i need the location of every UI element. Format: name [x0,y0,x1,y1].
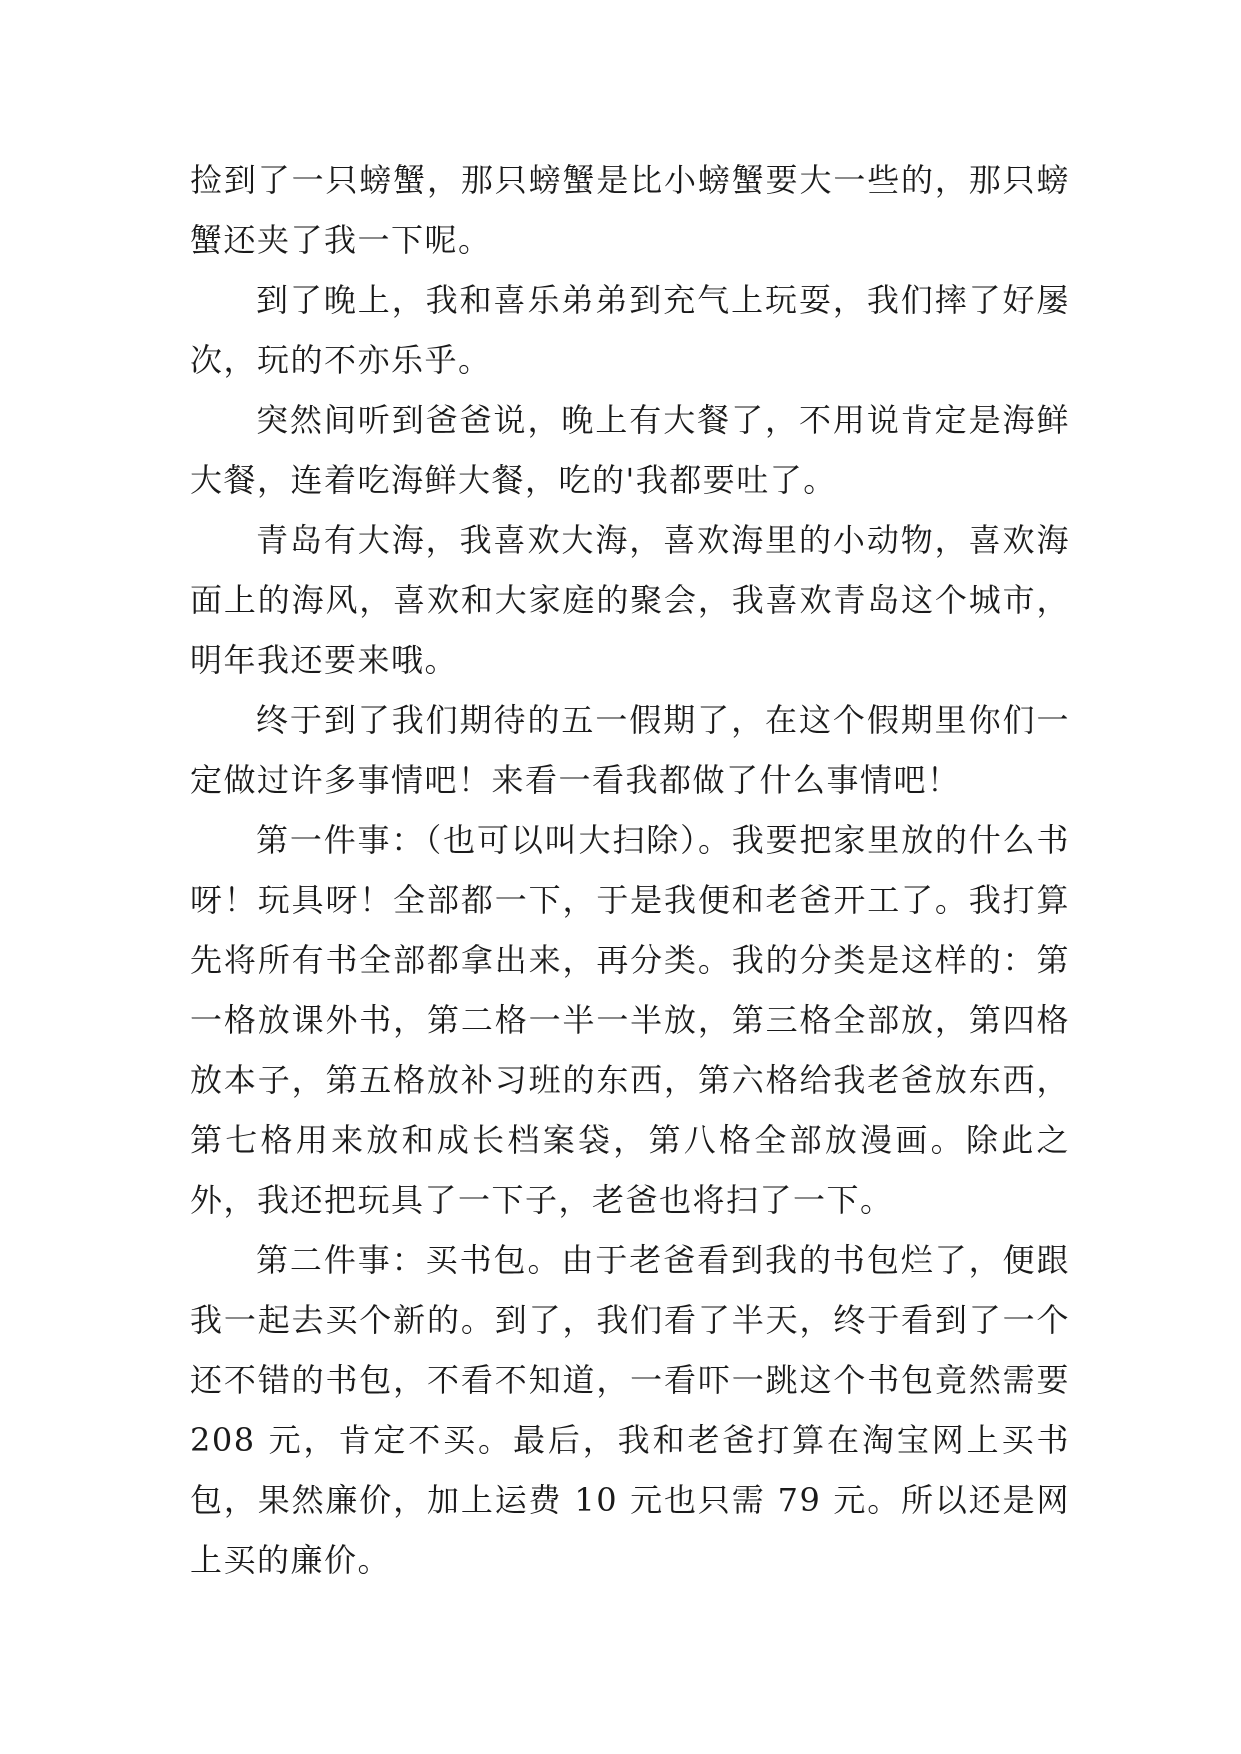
paragraph-6: 第一件事：（也可以叫大扫除）。我要把家里放的什么书呀！玩具呀！全部都一下，于是我便和老爸开工了。我打算先将所有书全部都拿出来，再分类。我的分类是这样的：第一格放课外书，第二格一半一半放，第三格全部放，第四格放本子，第五格放补习班的东西，第六格给我老爸放东西，第七格用来放和成长档案袋，第八格全部放漫画。除此之外，我还把玩具了一下子，老爸也将扫了一下。 [190,821,1070,1219]
paragraph-1: 捡到了一只螃蟹，那只螃蟹是比小螃蟹要大一些的，那只螃蟹还夹了我一下呢。 [190,161,1070,259]
paragraph-7: 第二件事：买书包。由于老爸看到我的书包烂了，便跟我一起去买个新的。到了，我们看了半天，终于看到了一个还不错的书包，不看不知道，一看吓一跳这个书包竟然需要 208 元，肯定不买。最后，我和老爸打算在淘宝网上买书包，果然廉价，加上运费 10 元也只需 79 元。所以还是网上买的廉价。 [190,1241,1070,1579]
paragraph-2: 到了晚上，我和喜乐弟弟到充气上玩耍，我们摔了好屡次，玩的不亦乐乎。 [190,281,1070,379]
body-text [190,150,1070,1590]
paragraph-4: 青岛有大海，我喜欢大海，喜欢海里的小动物，喜欢海面上的海风，喜欢和大家庭的聚会，我喜欢青岛这个城市，明年我还要来哦。 [190,521,1070,679]
paragraph-5: 终于到了我们期待的五一假期了，在这个假期里你们一定做过许多事情吧！来看一看我都做了什么事情吧！ [190,701,1070,799]
paragraph-3: 突然间听到爸爸说，晚上有大餐了，不用说肯定是海鲜大餐，连着吃海鲜大餐，吃的'我都要吐了。 [190,401,1070,499]
